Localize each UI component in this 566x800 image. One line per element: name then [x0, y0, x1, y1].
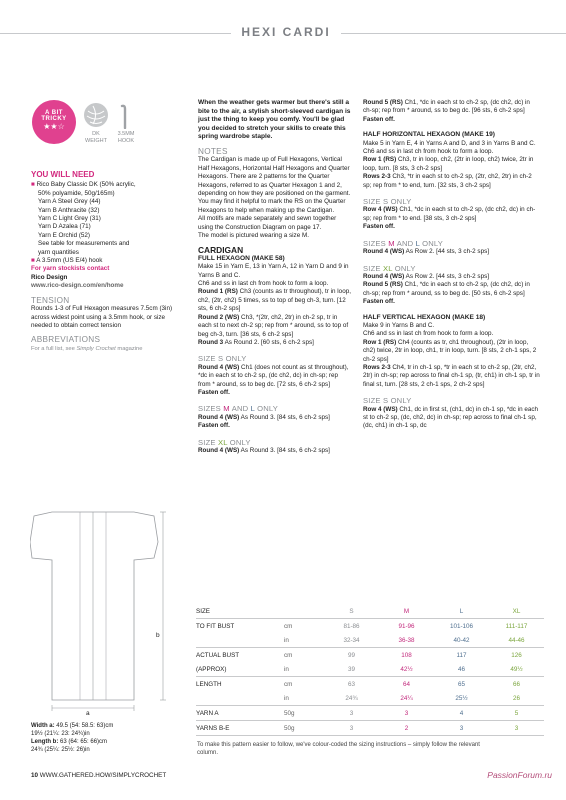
yarn-list [31, 181, 183, 290]
sizes-m-l-heading: SIZES M AND L ONLY [198, 404, 279, 414]
list-item: yarn quantities [38, 248, 79, 256]
footer-url: WWW.GATHERED.HOW/SIMPLYCROCHET [39, 772, 167, 779]
abbreviations-text: For a full list, see Simply Crochet magazine [31, 345, 143, 352]
size-table [196, 604, 544, 736]
size-cell: L [434, 604, 489, 619]
size-cell: 99 [347, 651, 355, 659]
hv-rows-2-3: Rows 2-3 Ch4, tr in ch-1 sp, *tr in each st to ch-2 sp, (2tr, ch2, 2tr) in ch-sp; rep across to final ch-1 sp, (tr, ch1) in ch-1 sp, tr in final st, turn. [28 sts, 2 ch-1 sps, 2 ch-2 sps] [363, 363, 540, 388]
list-item: 50% polyamide, 50g/165m) [38, 189, 115, 197]
size-cell: 111-117 [505, 622, 528, 630]
size-cell: 101-106 [449, 622, 474, 630]
size-cell: 32-34 [324, 633, 379, 648]
row-label: ACTUAL BUST [196, 651, 240, 659]
hh-sizes-m-l-round-4: Round 4 (WS) As Row 2. [44 sts, 3 ch-2 sps] [363, 248, 489, 256]
half-horizontal-heading: HALF HORIZONTAL HEXAGON (MAKE 19) [363, 131, 495, 139]
hh-p1: Make 5 in Yarn E, 4 in Yarns A and D, and 3 in Yarns B and C. [363, 139, 536, 147]
size-cell: 66 [512, 680, 520, 688]
table-row [196, 633, 544, 648]
size-cell: XL [489, 604, 544, 619]
star-rating-icon: ★★☆ [43, 122, 65, 131]
hv-p1: Make 9 in Yarns B and C. [363, 321, 435, 329]
size-cell: 3 [379, 706, 434, 721]
round-3: Round 3 As Round 2. [60 sts, 6 ch-2 sps] [198, 338, 314, 346]
list-item: Yarn B Anthracite (32) [38, 206, 100, 214]
size-cell: 26 [489, 691, 544, 706]
row-unit: cm [284, 680, 293, 688]
table-row [196, 648, 544, 663]
size-s-round-4: Round 4 (WS) Ch1 (does not count as st throughout), *dc in each st to ch-2 sp, (dc ch2, dc) in ch-sp; rep from * around, ss to beg dc. [72 sts, 6 ch-2 sps] [198, 363, 349, 388]
notes-p1: The Cardigan is made up of Full Hexagons, Vertical Half Hexagons, Horizontal Half Hexagons and Quarter Hexagons. There are 2 patterns for the Quarter Hexagons, referred to as Quarter Hexagon 1 and 2, depending on how they are positioned on the garment. You may find it helpful to mark the RS on the Quarter Hexagons to help when making up the Cardigan. [198, 156, 351, 214]
size-xl-heading: SIZE XL ONLY [198, 437, 251, 447]
size-cell: 64 [402, 680, 410, 688]
diagram-label-b: b [156, 632, 160, 639]
icon-label: DK [92, 131, 100, 137]
size-cell: 36-38 [379, 633, 434, 648]
size-cell: 4 [434, 706, 489, 721]
sizes-m-l-round-4: Round 4 (WS) As Round 3. [84 sts, 6 ch-2 sps] [198, 413, 330, 421]
row-label [196, 691, 284, 706]
you-will-need-heading: YOU WILL NEED [31, 170, 95, 179]
row-label: TO FIT BUST [196, 622, 235, 630]
fasten-off: Fasten off. [198, 422, 230, 430]
size-cell: 24¾ [324, 691, 379, 706]
badge-line1: A BIT [45, 110, 63, 116]
row-unit: cm [284, 651, 293, 659]
hh-row-1: Row 1 (RS) Ch3, tr in loop, ch2, (2tr in loop, ch2) twice, 2tr in loop, turn. [8 sts, 3 ch-2 sps] [363, 156, 534, 172]
round-5: Round 5 (RS) Ch1, *dc in each st to ch-2 sp, (dc ch2, dc) in ch-sp; rep from * around, ss to beg dc. [96 sts, 6 ch-2 sps] [363, 99, 530, 115]
row-unit: cm [284, 622, 293, 630]
size-cell: 49½ [489, 662, 544, 677]
tension-heading: TENSION [31, 295, 70, 305]
header-rule-left [0, 33, 231, 34]
size-cell: S [324, 604, 379, 619]
cardigan-heading: CARDIGAN [198, 245, 244, 256]
size-s-heading: SIZE S ONLY [363, 396, 412, 406]
size-cell: 81-86 [343, 622, 360, 630]
list-item: See table for measurements and [38, 240, 130, 248]
table-row [196, 604, 544, 619]
size-cell: 3 [324, 721, 379, 736]
row-unit: in [284, 691, 324, 706]
table-row [196, 691, 544, 706]
size-cell: 25½ [434, 691, 489, 706]
difficulty-badge [32, 100, 76, 144]
cardigan-p1: Make 15 in Yarn E, 13 in Yarn A, 12 in Yarn D and 9 in Yarns B and C. [198, 263, 349, 279]
size-cell: 5 [489, 706, 544, 721]
size-cell: 108 [401, 651, 412, 659]
dk-weight-label [80, 131, 112, 144]
size-cell: 91-96 [398, 622, 415, 630]
hh-size-xl-round-4: Round 4 (WS) As Row 2. [44 sts, 3 ch-2 sps] [363, 272, 489, 280]
diagram-label-a: a [86, 710, 90, 717]
list-item: Yarn C Light Grey (31) [38, 215, 101, 223]
row-label: (APPROX) [196, 662, 284, 677]
row-unit: 50g [284, 706, 324, 721]
length-cm: Length b: 63 (64: 65: 66)cm [31, 739, 108, 745]
column-2 [198, 99, 351, 455]
abbreviations-heading: ABBREVIATIONS [31, 335, 101, 345]
hv-size-s-row-4: Row 4 (WS) Ch1, dc in first st, (ch1, dc) in ch-1 sp, *dc in each st to ch-2 sp, (dc, ch2, dc) in ch-sp; rep across to final ch-1 sp, (dc, ch1) in ch-1 sp, dc [363, 405, 538, 430]
size-cell: 126 [511, 651, 522, 659]
list-item: ■ Rico Baby Classic DK (50% acrylic, [31, 181, 136, 189]
notes-p2: All motifs are made separately and sewn together using the Construction Diagram on page 17. [198, 215, 337, 231]
page-title: HEXI CARDI [241, 25, 331, 39]
size-cell: 46 [434, 662, 489, 677]
list-item: Yarn D Azalea (71) [38, 223, 91, 231]
hv-row-1: Row 1 (RS) Ch4 (counts as tr, ch1 throughout), (2tr in loop, ch2) twice, 2tr in loop, ch1, tr in loop, turn. [8 sts, 2 ch-1 sps, 2 ch-2 sps] [363, 338, 537, 363]
size-cell: 24¼ [379, 691, 434, 706]
you-will-need-section [31, 171, 183, 353]
round-2: Round 2 (WS) Ch3, *(2tr, ch2, 2tr) in ch-2 sp, tr in each st to next ch-2 sp; rep from * around, ss to top of beg ch-3, turn. [36 sts, 6 ch-2 sps] [198, 313, 349, 338]
row-label: LENGTH [196, 680, 222, 688]
icon-label: HOOK [117, 137, 135, 144]
fasten-off: Fasten off. [363, 115, 395, 123]
rico-design-text: Rico Design [31, 273, 68, 281]
cardigan-p2: Ch6 and ss in last ch from hook to form a loop. [198, 280, 329, 288]
notes-p3: The model is pictured wearing a size M. [198, 232, 309, 240]
size-cell: 117 [456, 651, 467, 659]
hh-rows-2-3: Rows 2-3 Ch3, *tr in each st to ch-2 sp, (2tr, ch2, 2tr) in ch-2 sp; rep from * to end, turn. [32 sts, 3 ch-2 sps] [363, 173, 532, 189]
fasten-off: Fasten off. [363, 298, 395, 306]
sizes-m-l-heading: SIZES M AND L ONLY [363, 238, 444, 248]
size-cell: 3 [434, 721, 489, 736]
size-cell: 3 [489, 721, 544, 736]
list-item: Yarn E Orchid (52) [38, 231, 91, 239]
fasten-off: Fasten off. [363, 223, 395, 231]
size-cell: 44-46 [489, 633, 544, 648]
length-in: 24¾ (25¼: 25½: 26)in [31, 747, 90, 753]
table-row [196, 721, 544, 736]
notes-heading: NOTES [198, 146, 228, 156]
diagram-measurements [31, 722, 191, 754]
hh-p2: Ch6 and ss in last ch from hook to form a loop. [363, 148, 494, 156]
half-vertical-heading: HALF VERTICAL HEXAGON (MAKE 18) [363, 313, 486, 321]
hook-size-label [110, 131, 142, 144]
cardigan-diagram [30, 498, 170, 718]
size-cell: 40-42 [434, 633, 489, 648]
table-note: To make this pattern easier to follow, we've colour-coded the sizing instructions – simply follow the relevant column. [197, 742, 480, 756]
page-number: 10 [31, 772, 39, 779]
list-item: Yarn A Steel Grey (44) [38, 198, 101, 206]
column-3 [363, 99, 540, 431]
row-unit: 50g [284, 721, 324, 736]
size-cell: M [379, 604, 434, 619]
table-row [196, 662, 544, 677]
size-s-heading: SIZE S ONLY [363, 197, 412, 207]
size-xl-heading: SIZE XL ONLY [363, 263, 416, 273]
badge-line2: TRICKY [41, 116, 67, 122]
row-unit [284, 604, 324, 619]
crochet-hook-icon [118, 103, 132, 129]
watermark: PassionForum.ru [487, 770, 552, 780]
size-cell: 39 [324, 662, 379, 677]
table-row [196, 706, 544, 721]
size-xl-round-4: Round 4 (WS) As Round 3. [84 sts, 6 ch-2 sps] [198, 446, 330, 454]
stockists-text: For yarn stockists contact [31, 265, 110, 273]
row-unit: in [284, 633, 324, 648]
intro-text: When the weather gets warmer but there's still a bite to the air, a stylish short-sleeved cardigan is just the thing to keep you comfy. You'll be glad you decided to stretch your skills to create this spring wardrobe staple. [198, 99, 351, 141]
round-1: Round 1 (RS) Ch3 (counts as tr throughout), tr in loop, ch2, (2tr, ch2) 5 times, ss to top of beg ch-3, turn. [12 sts, 6 ch-2 sps] [198, 288, 351, 313]
hv-p2: Ch6 and ss in last ch from hook to form a loop. [363, 330, 494, 338]
hh-size-s-row-4: Row 4 (WS) Ch1, *dc in each st to ch-2 sp, (dc ch2, dc) in ch-sp; rep from * to end. [38 sts, 3 ch-2 sps] [363, 206, 536, 222]
yarn-ball-icon [84, 103, 108, 127]
width-in: 19½ (21¼: 23: 24¾)in [31, 731, 90, 737]
row-label: YARN A [196, 706, 284, 721]
row-unit: in [284, 662, 324, 677]
row-label: SIZE [196, 604, 284, 619]
header-rule-right [341, 33, 566, 34]
icon-label: WEIGHT [85, 137, 107, 144]
table-row [196, 619, 544, 634]
list-item: ■ A 3.5mm (US E/4) hook [31, 257, 103, 265]
fasten-off: Fasten off. [198, 388, 230, 396]
row-label [196, 633, 284, 648]
size-cell: 65 [457, 680, 465, 688]
full-hexagon-heading: FULL HEXAGON (MAKE 58) [198, 254, 285, 262]
size-cell: 2 [379, 721, 434, 736]
size-cell: 3 [324, 706, 379, 721]
hh-size-xl-round-5: Round 5 (RS) Ch1, *dc in each st to ch-2 sp, (dc ch2, dc) in ch-sp; rep from * around, ss to beg dc. [50 sts, 6 ch-2 sps] [363, 281, 530, 297]
icon-label: 3.5MM [117, 131, 135, 137]
page-footer [31, 772, 166, 779]
rico-url-link[interactable]: www.rico-design.com/en/home [31, 282, 124, 290]
table-row [196, 677, 544, 692]
row-label: YARNS B-E [196, 721, 284, 736]
tension-text: Rounds 1-3 of Full Hexagon measures 7.5cm (3in) across widest point using a 3.5mm hook, or size needed to obtain correct tension [31, 305, 173, 329]
size-cell: 42½ [379, 662, 434, 677]
width-cm: Width a: 49.5 (54: 58.5: 63)cm [31, 723, 114, 729]
size-s-heading: SIZE S ONLY [198, 354, 247, 364]
size-cell: 63 [347, 680, 355, 688]
